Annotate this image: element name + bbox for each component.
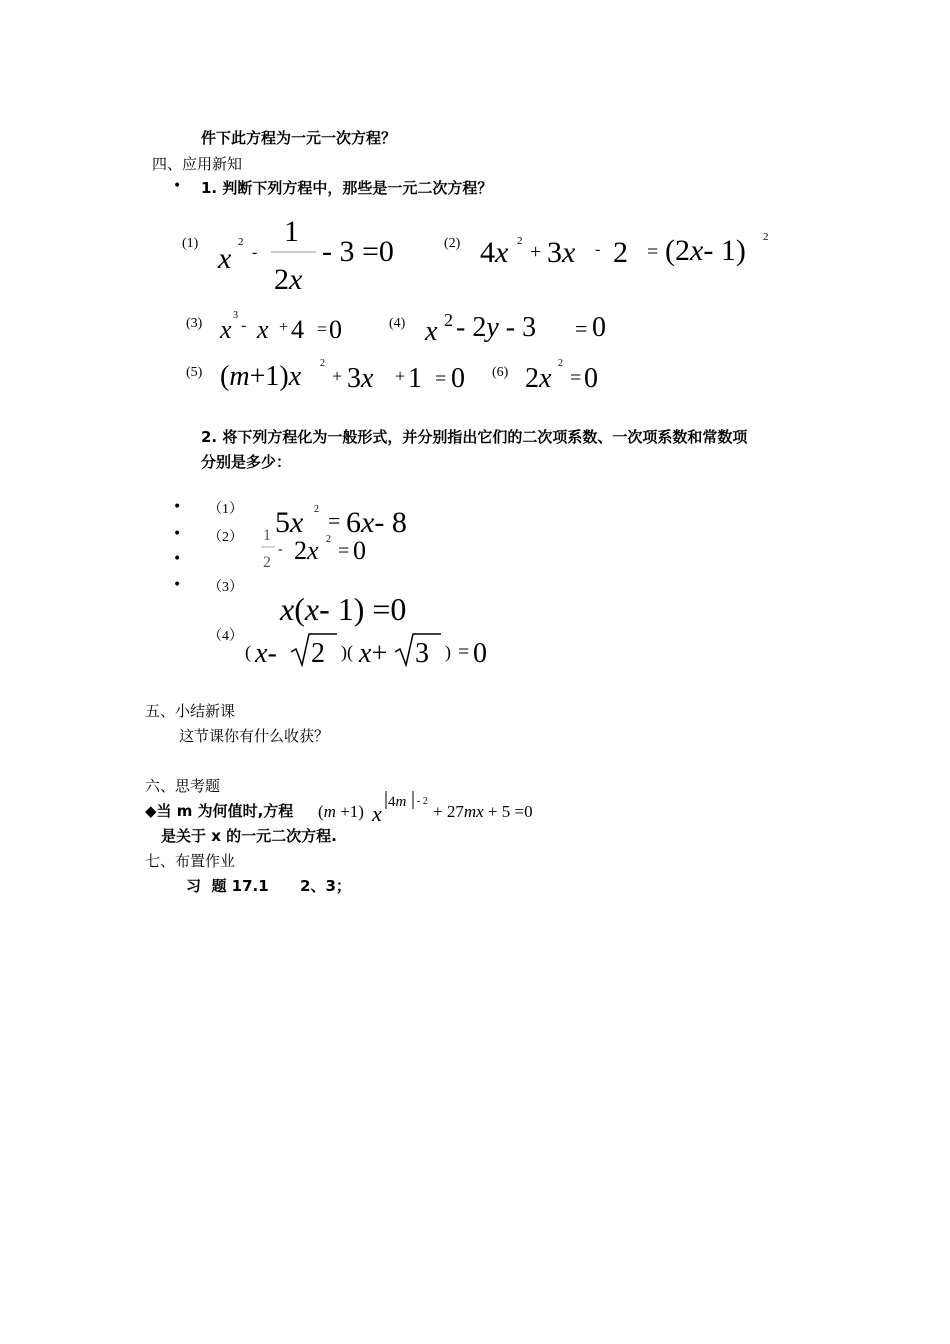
svg-text:3x: 3x	[547, 236, 576, 269]
q2-label-4: （4）	[208, 629, 243, 644]
svg-text:(: (	[245, 642, 251, 662]
svg-text:+: +	[395, 366, 406, 386]
svg-text:2x: 2x	[294, 536, 319, 565]
svg-text:+: +	[332, 366, 343, 386]
svg-text:(2x- 1): (2x- 1)	[665, 234, 746, 267]
svg-text:- 2y - 3: - 2y - 3	[456, 312, 537, 343]
svg-text:(m +1): (m +1)	[318, 802, 364, 821]
svg-text:3x: 3x	[347, 363, 374, 394]
svg-text:x+: x+	[359, 638, 388, 669]
svg-text:=: =	[338, 540, 350, 562]
section-6-line-1: ◆当 m 为何值时,方程	[145, 802, 294, 820]
eq-label-6: (6)	[492, 365, 509, 380]
svg-text:2: 2	[263, 554, 271, 571]
svg-text:x: x	[220, 315, 232, 344]
svg-text:+: +	[279, 319, 289, 336]
svg-text:1: 1	[263, 527, 271, 544]
svg-text:2: 2	[517, 235, 523, 247]
svg-text:)(: )(	[341, 642, 353, 662]
section-7-heading: 七、布置作业	[145, 852, 236, 870]
equation-3	[215, 305, 355, 350]
svg-text:x: x	[425, 316, 438, 347]
svg-text:0: 0	[592, 312, 606, 343]
svg-text:x: x	[372, 801, 382, 826]
bullet: •	[173, 499, 182, 515]
svg-text:1: 1	[284, 215, 299, 248]
eq-label-4: (4)	[389, 316, 406, 331]
svg-text:=: =	[647, 241, 659, 263]
svg-text:3: 3	[415, 638, 429, 669]
svg-text:2: 2	[613, 236, 628, 269]
svg-text:=: =	[435, 368, 447, 390]
svg-text:2: 2	[444, 310, 453, 330]
section-6-line-2: 是关于 x 的一元二次方程.	[161, 827, 337, 845]
svg-text:-: -	[278, 542, 283, 557]
equation-4	[420, 300, 620, 350]
q2-label-3: （3）	[208, 580, 243, 595]
svg-text:2: 2	[558, 358, 563, 369]
equation-6	[520, 352, 620, 397]
svg-text:6x- 8: 6x- 8	[346, 506, 407, 539]
svg-text:-: -	[252, 244, 258, 261]
question-1-text: 1. 判断下列方程中，那些是一元二次方程？	[201, 179, 493, 197]
svg-text:=: =	[458, 641, 470, 663]
svg-text:- 2: - 2	[417, 796, 428, 807]
svg-text:0: 0	[329, 315, 342, 344]
bullet: •	[173, 526, 182, 542]
q2-equation-3	[275, 588, 450, 628]
bullet: •	[173, 577, 182, 593]
svg-text:=: =	[328, 508, 341, 533]
svg-text:0: 0	[353, 536, 366, 565]
svg-text:2: 2	[326, 534, 331, 545]
section-4-heading: 四、应用新知	[152, 155, 243, 173]
bullet: •	[173, 178, 182, 194]
svg-text:- 3 =0: - 3 =0	[322, 235, 394, 268]
q2-label-2: （2）	[208, 530, 243, 545]
svg-text:2: 2	[311, 638, 325, 669]
svg-text:2: 2	[314, 504, 319, 515]
svg-text:4: 4	[291, 315, 304, 344]
svg-text:0: 0	[584, 363, 598, 394]
svg-text:x-: x-	[255, 638, 277, 669]
eq-label-5: (5)	[186, 365, 203, 380]
eq-label-3: (3)	[186, 316, 203, 331]
svg-text:x: x	[218, 242, 232, 275]
section-5-text: 这节课你有什么收获？	[179, 727, 330, 745]
eq-label-2: (2)	[444, 236, 461, 251]
svg-text:3: 3	[233, 310, 238, 321]
eq-label-1: (1)	[182, 236, 199, 251]
q2-equation-2	[258, 523, 378, 573]
svg-text:2: 2	[763, 231, 769, 243]
svg-text:2x: 2x	[274, 263, 303, 296]
svg-text:0: 0	[451, 363, 465, 394]
q2-equation-4	[243, 628, 498, 673]
question-2-line-2: 分别是多少：	[201, 453, 292, 471]
svg-text:5x: 5x	[275, 506, 304, 539]
svg-text:(m+1)x: (m+1)x	[220, 361, 302, 392]
svg-text:=: =	[570, 367, 582, 389]
bullet: •	[173, 551, 182, 567]
svg-text:x(x- 1) =0: x(x- 1) =0	[280, 591, 407, 627]
section-5-heading: 五、小结新课	[145, 702, 236, 720]
svg-text:1: 1	[408, 363, 422, 394]
equation-5	[215, 352, 485, 397]
intro-line: 件下此方程为一元一次方程？	[201, 129, 397, 147]
svg-text:-: -	[595, 241, 601, 258]
svg-text:0: 0	[473, 638, 487, 669]
svg-text:4m: 4m	[388, 794, 407, 810]
svg-text:): )	[445, 642, 451, 662]
section-6-equation	[315, 787, 555, 827]
svg-text:+: +	[530, 241, 542, 263]
equation-2	[475, 222, 775, 272]
svg-text:=: =	[575, 316, 588, 341]
svg-text:2: 2	[320, 358, 325, 369]
q2-label-1: （1）	[208, 502, 243, 517]
svg-text:-: -	[241, 317, 247, 334]
svg-text:4x: 4x	[480, 236, 509, 269]
svg-text:=: =	[317, 319, 328, 339]
svg-text:2x: 2x	[525, 363, 552, 394]
section-6-heading: 六、思考题	[145, 777, 221, 795]
equation-1	[210, 205, 415, 300]
homework-text: 习 题 17.1 2、3；	[186, 877, 351, 895]
svg-text:2: 2	[238, 236, 244, 248]
svg-text:x: x	[257, 315, 269, 344]
question-2-line-1: 2. 将下列方程化为一般形式，并分别指出它们的二次项系数、一次项系数和常数项	[201, 428, 748, 446]
svg-text:+ 27mx + 5 =0: + 27mx + 5 =0	[433, 802, 533, 821]
